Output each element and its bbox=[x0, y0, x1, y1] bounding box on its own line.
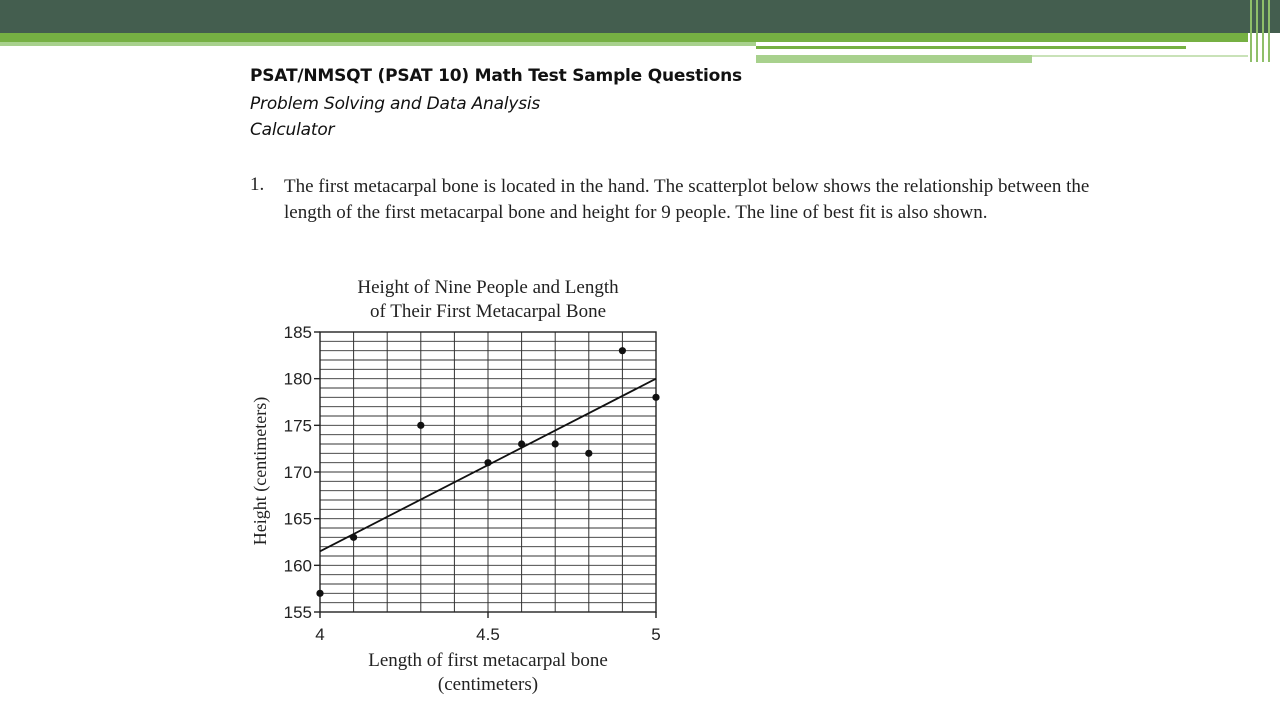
slide-top-bar bbox=[0, 0, 1280, 33]
data-point bbox=[619, 347, 626, 354]
slide-corner-decoration bbox=[1248, 0, 1280, 62]
x-tick-label: 5 bbox=[651, 625, 661, 644]
page-subtitle: Problem Solving and Data Analysis bbox=[250, 94, 541, 114]
data-point bbox=[552, 440, 559, 447]
data-point bbox=[484, 459, 491, 466]
data-point bbox=[316, 590, 323, 597]
x-tick-label: 4 bbox=[315, 625, 325, 644]
y-tick-label: 170 bbox=[283, 463, 312, 482]
y-tick-label: 155 bbox=[283, 603, 312, 622]
x-tick-label: 4.5 bbox=[476, 625, 500, 644]
y-tick-label: 175 bbox=[283, 416, 312, 436]
data-point bbox=[585, 450, 592, 457]
data-point bbox=[350, 534, 357, 541]
calculator-label: Calculator bbox=[250, 120, 335, 140]
scatterplot-chart bbox=[240, 268, 700, 708]
slide-accent-stripe bbox=[0, 33, 1248, 42]
data-point bbox=[652, 394, 659, 401]
slide-accent-stripe-light bbox=[0, 42, 756, 46]
data-point bbox=[518, 440, 525, 447]
chart-title-line2: of Their First Metacarpal Bone bbox=[369, 301, 607, 322]
x-axis-label-line1: Length of first metacarpal bone bbox=[368, 650, 608, 671]
y-tick-label: 165 bbox=[283, 509, 312, 529]
y-tick-label: 180 bbox=[283, 369, 312, 389]
slide-accent-stripe-thin bbox=[756, 46, 1186, 49]
y-tick-label: 185 bbox=[283, 323, 312, 342]
y-tick-label: 160 bbox=[283, 556, 312, 576]
question-number: 1. bbox=[250, 174, 265, 195]
y-axis-label: Height (centimeters) bbox=[250, 396, 270, 546]
chart-title-line1: Height of Nine People and Length bbox=[357, 277, 619, 298]
slide-accent-stripe-faint bbox=[1032, 55, 1248, 57]
page-title: PSAT/NMSQT (PSAT 10) Math Test Sample Questions bbox=[250, 66, 742, 86]
data-point bbox=[417, 422, 424, 429]
question-text: The first metacarpal bone is located in the hand. The scatterplot below shows the relationship between the length of the first metacarpal bone and height for 9 people. The line of best fit is also shown. bbox=[284, 176, 1090, 223]
slide-accent-stripe-lower bbox=[756, 55, 1032, 63]
x-axis-label-line2: (centimeters) bbox=[437, 674, 539, 695]
